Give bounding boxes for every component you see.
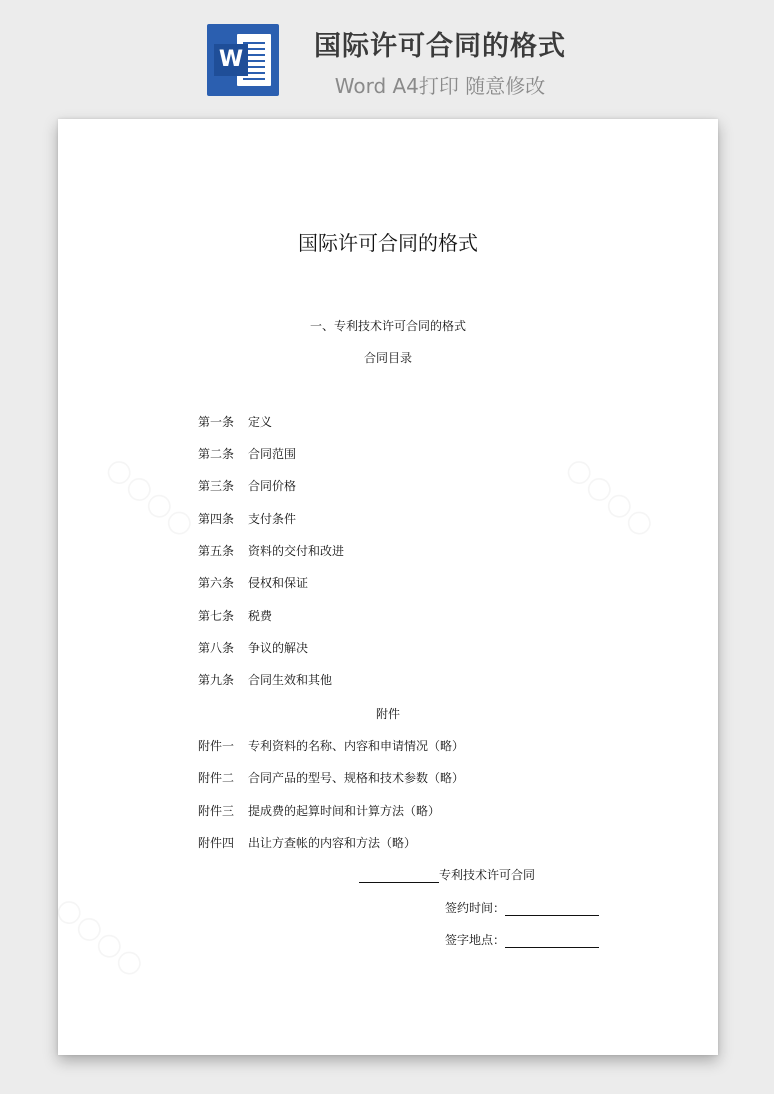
toc-item bbox=[198, 671, 332, 688]
toc-item-number: 第三条 bbox=[198, 479, 235, 493]
sign-place-label: 签字地点： bbox=[445, 933, 506, 947]
toc-item-text: 侵权和保证 bbox=[248, 576, 309, 590]
toc-item bbox=[198, 413, 272, 430]
header bbox=[0, 0, 774, 110]
attachment-text: 合同产品的型号、规格和技术参数（略） bbox=[248, 771, 465, 785]
app-subtitle: Word A4打印 随意修改 bbox=[334, 74, 546, 98]
toc-item-number: 第七条 bbox=[198, 609, 235, 623]
toc-item-number: 第九条 bbox=[198, 673, 235, 687]
word-letter: W bbox=[214, 44, 248, 76]
sign-place-row bbox=[445, 931, 599, 948]
attachment-item bbox=[198, 737, 464, 754]
attachment-text: 提成费的起算时间和计算方法（略） bbox=[248, 804, 441, 818]
toc-item bbox=[198, 574, 308, 591]
section-heading: 一、专利技术许可合同的格式 bbox=[309, 319, 466, 333]
toc-item-text: 定义 bbox=[248, 415, 273, 429]
sign-time-row bbox=[445, 899, 599, 916]
watermark bbox=[99, 449, 202, 543]
toc-item-text: 资料的交付和改进 bbox=[248, 544, 345, 558]
toc-item bbox=[198, 510, 296, 527]
toc-item-text: 争议的解决 bbox=[248, 641, 309, 655]
toc-item-text: 合同生效和其他 bbox=[248, 673, 333, 687]
toc-item bbox=[198, 477, 296, 494]
contract-party-blank bbox=[359, 869, 439, 883]
attachment-number: 附件一 bbox=[198, 739, 235, 753]
contract-name-line bbox=[359, 866, 535, 883]
toc-item-number: 第五条 bbox=[198, 544, 235, 558]
attachment-number: 附件二 bbox=[198, 771, 235, 785]
toc-item-number: 第二条 bbox=[198, 447, 235, 461]
document-page bbox=[58, 119, 718, 1055]
attachments-heading: 附件 bbox=[375, 707, 400, 721]
toc-item-number: 第八条 bbox=[198, 641, 235, 655]
document-title: 国际许可合同的格式 bbox=[298, 231, 478, 255]
toc-item-text: 支付条件 bbox=[248, 512, 297, 526]
sign-time-blank bbox=[505, 902, 599, 916]
toc-item bbox=[198, 639, 308, 656]
toc-item bbox=[198, 607, 272, 624]
toc-item bbox=[198, 542, 344, 559]
watermark bbox=[559, 449, 662, 543]
toc-item-text: 税费 bbox=[248, 609, 273, 623]
word-icon bbox=[207, 24, 279, 96]
sign-place-blank bbox=[505, 934, 599, 948]
toc-heading: 合同目录 bbox=[363, 351, 412, 365]
app-title: 国际许可合同的格式 bbox=[314, 31, 566, 62]
attachment-text: 出让方查帐的内容和方法（略） bbox=[248, 836, 417, 850]
toc-item-number: 第六条 bbox=[198, 576, 235, 590]
attachment-number: 附件四 bbox=[198, 836, 235, 850]
attachment-item bbox=[198, 769, 464, 786]
toc-item-number: 第一条 bbox=[198, 415, 235, 429]
toc-item bbox=[198, 445, 296, 462]
attachment-text: 专利资料的名称、内容和申请情况（略） bbox=[248, 739, 465, 753]
attachment-item bbox=[198, 802, 440, 819]
attachment-number: 附件三 bbox=[198, 804, 235, 818]
attachment-item bbox=[198, 834, 416, 851]
watermark bbox=[49, 889, 152, 983]
sign-time-label: 签约时间： bbox=[445, 901, 506, 915]
toc-item-text: 合同价格 bbox=[248, 479, 297, 493]
toc-item-number: 第四条 bbox=[198, 512, 235, 526]
toc-item-text: 合同范围 bbox=[248, 447, 297, 461]
contract-suffix: 专利技术许可合同 bbox=[439, 868, 536, 882]
